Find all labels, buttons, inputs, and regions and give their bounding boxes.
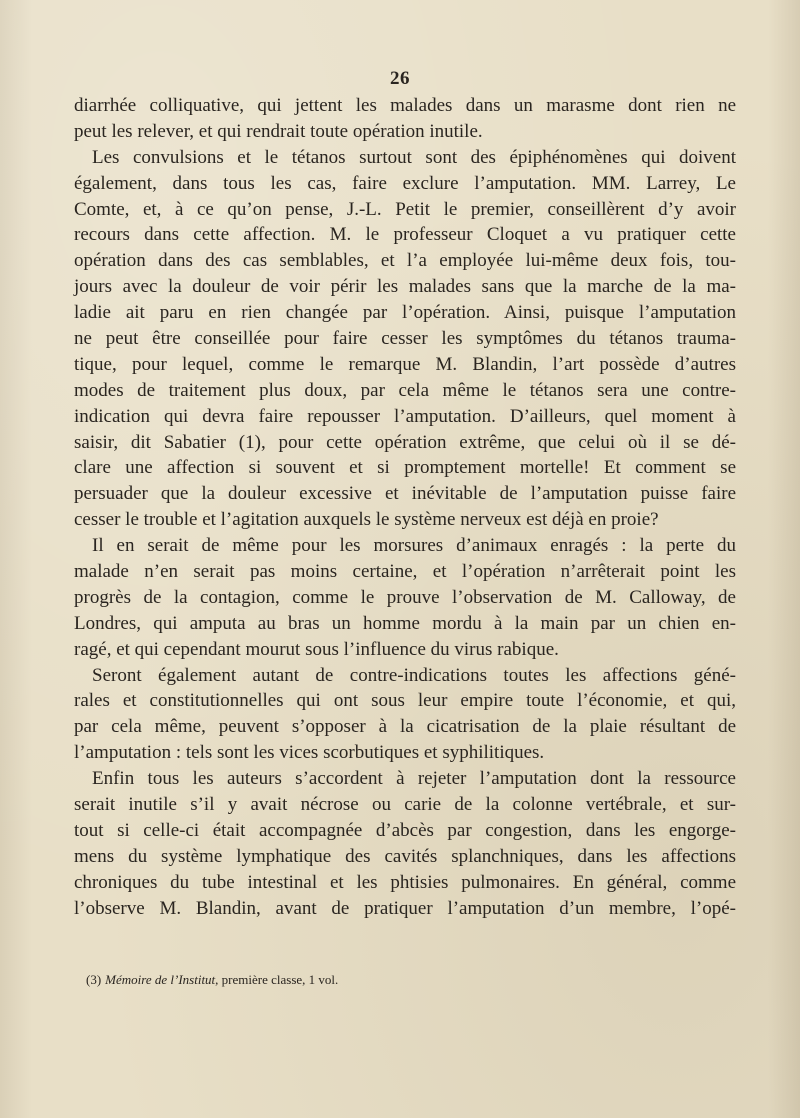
text-line: modes de traitement plus doux, par cela même le tétanos sera une contre- — [74, 379, 736, 401]
footnote-rest: , première classe, 1 vol. — [215, 972, 339, 987]
text-line: ragé, et qui cependant mourut sous l’influence du virus rabique. — [74, 638, 559, 660]
text-line: persuader que la douleur excessive et inévitable de l’amputation puisse faire — [74, 483, 736, 505]
text-line: ladie ait paru en rien changée par l’opération. Ainsi, puisque l’amputation — [74, 302, 736, 324]
footnote — [86, 972, 338, 988]
paragraph — [74, 145, 736, 533]
text-line: Comte, et, à ce qu’on pense, J.-L. Petit le premier, conseillèrent d’y avoir — [74, 198, 736, 220]
text-line: opération dans des cas semblables, et l’a employée lui-même deux fois, tou- — [74, 250, 736, 272]
text-line: tique, pour lequel, comme le remarque M. Blandin, l’art possède d’autres — [74, 353, 736, 375]
text-line: mens du système lymphatique des cavités splanchniques, dans les affections — [74, 845, 736, 867]
text-line: l’amputation : tels sont les vices scorbutiques et syphilitiques. — [74, 742, 545, 764]
body-text — [74, 93, 736, 922]
text-line: Enfin tous les auteurs s’accordent à rejeter l’amputation dont la ressource — [92, 768, 736, 790]
text-line: saisir, dit Sabatier (1), pour cette opération extrême, que celui où il se dé- — [74, 431, 736, 453]
text-line: indication qui devra faire repousser l’amputation. D’ailleurs, quel moment à — [74, 405, 736, 427]
paragraph — [74, 663, 736, 767]
text-line: malade n’en serait pas moins certaine, et l’opération n’arrêterait point les — [74, 561, 736, 583]
paragraph — [74, 93, 736, 145]
text-line: diarrhée colliquative, qui jettent les malades dans un marasme dont rien ne — [74, 95, 736, 116]
text-line: ne peut être conseillée pour faire cesser les symptômes du tétanos trauma- — [74, 328, 736, 350]
text-line: Les convulsions et le tétanos surtout sont des épiphénomènes qui doivent — [92, 146, 736, 168]
footnote-marker: (3) — [86, 972, 102, 987]
text-line: Seront également autant de contre-indications toutes les affections géné- — [92, 664, 736, 686]
text-line: cesser le trouble et l’agitation auxquels le système nerveux est déjà en proie? — [74, 509, 659, 531]
text-line: jours avec la douleur de voir périr les malades sans que la marche de la ma- — [74, 276, 736, 298]
page-number: 26 — [390, 68, 410, 89]
paragraph — [74, 766, 736, 921]
text-line: également, dans tous les cas, faire exclure l’amputation. MM. Larrey, Le — [74, 172, 736, 194]
footnote-title: Mémoire de l’Institut — [105, 972, 216, 987]
text-line: recours dans cette affection. M. le professeur Cloquet a vu pratiquer cette — [74, 224, 736, 246]
text-line: Il en serait de même pour les morsures d’animaux enragés : la perte du — [92, 535, 736, 557]
text-line: par cela même, peuvent s’opposer à la cicatrisation de la plaie résultant de — [74, 716, 736, 738]
text-line: Londres, qui amputa au bras un homme mordu à la main par un chien en- — [74, 612, 736, 634]
text-line: rales et constitutionnelles qui ont sous leur empire toute l’économie, et qui, — [74, 690, 736, 712]
text-line: l’observe M. Blandin, avant de pratiquer l’amputation d’un membre, l’opé- — [74, 897, 736, 919]
text-line: tout si celle-ci était accompagnée d’abcès par congestion, dans les engorge- — [74, 819, 736, 841]
text-line: chroniques du tube intestinal et les phtisies pulmonaires. En général, comme — [74, 871, 736, 893]
paragraph — [74, 533, 736, 662]
text-line: peut les relever, et qui rendrait toute opération inutile. — [74, 120, 483, 142]
text-line: clare une affection si souvent et si promptement mortelle! Et comment se — [74, 457, 736, 479]
text-line: progrès de la contagion, comme le prouve l’observation de M. Calloway, de — [74, 586, 736, 608]
text-line: serait inutile s’il y avait nécrose ou carie de la colonne vertébrale, et sur- — [74, 794, 736, 816]
